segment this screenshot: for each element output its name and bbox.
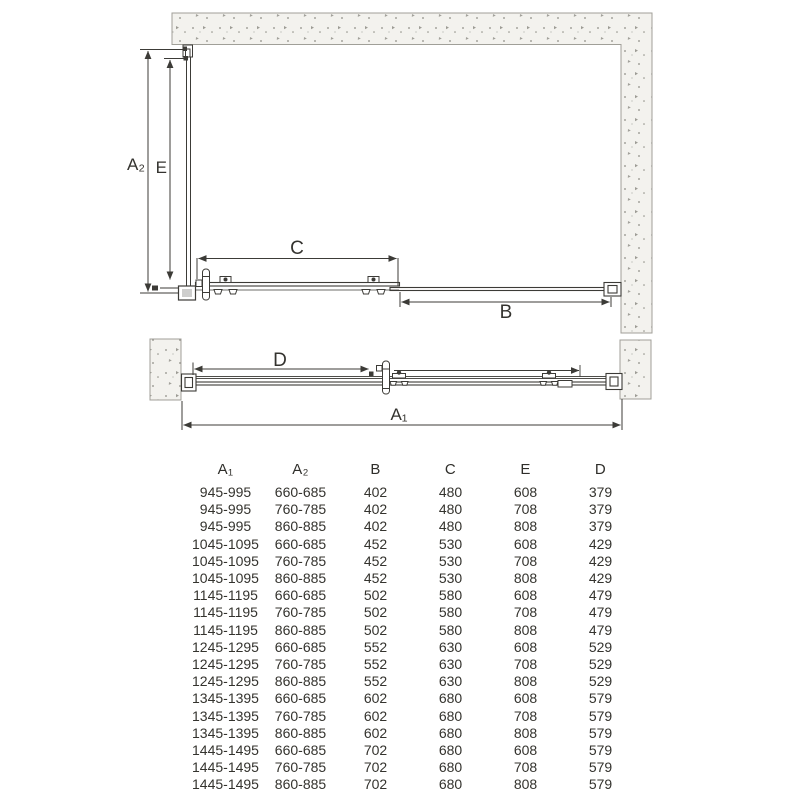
table-cell: 379	[588, 501, 613, 518]
table-cell: 379	[588, 484, 613, 500]
table-row	[188, 570, 638, 587]
table-cell: 608	[513, 535, 538, 552]
table-cell: 708	[513, 552, 538, 569]
table-row	[188, 690, 638, 707]
sliding-door-glass	[196, 283, 400, 291]
table-cell: 630	[438, 656, 463, 673]
roller-carriage	[362, 277, 385, 295]
wall-section-left	[150, 339, 181, 400]
table-cell: 760-785	[274, 501, 327, 518]
table-column-header: A₂	[292, 461, 309, 478]
table-row	[188, 518, 638, 535]
wall-profile-bracket	[604, 283, 621, 297]
table-cell: 580	[438, 621, 463, 638]
table-column-header: C	[444, 461, 457, 478]
table-cell: 580	[438, 587, 463, 604]
table-cell: 1245-1295	[192, 656, 259, 673]
roller-carriage	[390, 370, 408, 385]
table-cell: 602	[363, 724, 388, 741]
table-row	[188, 759, 638, 776]
table-body	[188, 484, 638, 794]
table-cell: 552	[363, 673, 388, 690]
table-row	[188, 604, 638, 621]
wall-profile-right	[606, 374, 622, 390]
table-cell: 860-885	[274, 776, 327, 793]
dimension-label-c: C	[290, 238, 304, 259]
table-cell: 580	[438, 604, 463, 621]
table-cell: 1445-1495	[192, 759, 259, 776]
table-cell: 808	[513, 518, 538, 535]
table-cell: 1445-1495	[192, 776, 259, 793]
table-cell: 702	[363, 742, 388, 759]
table-cell: 402	[363, 518, 388, 535]
table-cell: 552	[363, 638, 388, 655]
table-row	[188, 501, 638, 518]
table-cell: 680	[438, 690, 463, 707]
table-cell: 660-685	[274, 742, 327, 759]
dimension-label-e: E	[155, 158, 167, 177]
wall-section-right	[620, 340, 651, 399]
table-cell: 608	[513, 690, 538, 707]
table-cell: 479	[588, 604, 613, 621]
table-cell: 760-785	[274, 656, 327, 673]
table-cell: 760-785	[274, 759, 327, 776]
table-cell: 429	[588, 535, 613, 552]
door-handle-plan	[196, 269, 210, 300]
table-cell: 402	[363, 484, 388, 500]
dimensions-table	[188, 461, 638, 794]
table-column-header: A₁	[217, 461, 234, 478]
table-cell: 579	[588, 724, 613, 741]
table-cell: 1045-1095	[192, 552, 259, 569]
table-cell: 579	[588, 707, 613, 724]
table-cell: 529	[588, 638, 613, 655]
dimension-label-a2: A₂	[127, 155, 145, 174]
table-cell: 530	[438, 570, 463, 587]
table-cell: 579	[588, 742, 613, 759]
table-row	[188, 776, 638, 793]
table-cell: 529	[588, 656, 613, 673]
table-cell: 630	[438, 638, 463, 655]
table-column-header: B	[370, 461, 381, 478]
table-cell: 529	[588, 673, 613, 690]
table-cell: 708	[513, 759, 538, 776]
table-cell: 502	[363, 621, 388, 638]
table-cell: 708	[513, 707, 538, 724]
roller-carriage	[214, 277, 237, 295]
table-cell: 530	[438, 535, 463, 552]
dimension-e	[164, 56, 188, 280]
door-handle-section	[377, 361, 390, 394]
table-cell: 860-885	[274, 673, 327, 690]
table-cell: 945-995	[199, 484, 252, 500]
table-cell: 808	[513, 673, 538, 690]
table-cell: 808	[513, 570, 538, 587]
table-cell: 808	[513, 776, 538, 793]
table-cell: 608	[513, 484, 538, 500]
table-cell: 1245-1295	[192, 673, 259, 690]
table-cell: 1345-1395	[192, 690, 259, 707]
table-row	[188, 553, 638, 570]
table-cell: 479	[588, 621, 613, 638]
table-row	[188, 742, 638, 759]
table-cell: 808	[513, 724, 538, 741]
table-cell: 480	[438, 501, 463, 518]
table-cell: 429	[588, 570, 613, 587]
table-header-row	[188, 461, 638, 484]
table-cell: 808	[513, 621, 538, 638]
table-row	[188, 708, 638, 725]
table-cell: 630	[438, 673, 463, 690]
table-cell: 608	[513, 587, 538, 604]
wall-section-top-right	[172, 13, 652, 333]
table-cell: 552	[363, 656, 388, 673]
table-cell: 608	[513, 742, 538, 759]
table-cell: 1145-1195	[193, 604, 258, 621]
table-cell: 860-885	[274, 518, 327, 535]
table-cell: 429	[588, 552, 613, 569]
table-cell: 660-685	[274, 484, 327, 500]
table-cell: 1445-1495	[192, 742, 259, 759]
side-glass-panel	[183, 45, 193, 287]
table-cell: 680	[438, 759, 463, 776]
table-cell: 680	[438, 707, 463, 724]
table-cell: 480	[438, 484, 463, 500]
table-row	[188, 656, 638, 673]
table-cell: 1145-1195	[193, 621, 258, 638]
table-cell: 452	[363, 552, 388, 569]
fixed-glass-panel	[390, 288, 608, 291]
table-cell: 1345-1395	[192, 724, 259, 741]
table-cell: 760-785	[274, 604, 327, 621]
table-row	[188, 673, 638, 690]
table-cell: 945-995	[199, 501, 252, 518]
table-cell: 452	[363, 570, 388, 587]
dimension-label-a1: A₁	[390, 405, 408, 424]
table-cell: 860-885	[274, 570, 327, 587]
table-cell: 660-685	[274, 587, 327, 604]
table-cell: 702	[363, 759, 388, 776]
table-cell: 602	[363, 690, 388, 707]
table-column-header: D	[594, 461, 607, 478]
table-cell: 579	[588, 776, 613, 793]
table-cell: 530	[438, 552, 463, 569]
table-cell: 402	[363, 501, 388, 518]
table-cell: 680	[438, 724, 463, 741]
table-cell: 502	[363, 587, 388, 604]
table-cell: 860-885	[274, 621, 327, 638]
table-cell: 579	[588, 690, 613, 707]
table-cell: 379	[588, 518, 613, 535]
table-cell: 680	[438, 776, 463, 793]
table-row	[188, 622, 638, 639]
table-cell: 452	[363, 535, 388, 552]
table-cell: 502	[363, 604, 388, 621]
table-cell: 760-785	[274, 707, 327, 724]
table-cell: 579	[588, 759, 613, 776]
table-column-header: E	[520, 461, 531, 478]
table-cell: 660-685	[274, 638, 327, 655]
dimension-label-b: B	[499, 302, 513, 323]
table-cell: 1045-1095	[192, 570, 259, 587]
table-cell: 1345-1395	[192, 707, 259, 724]
table-cell: 1045-1095	[192, 535, 259, 552]
table-cell: 1245-1295	[192, 638, 259, 655]
table-cell: 680	[438, 742, 463, 759]
table-cell: 702	[363, 776, 388, 793]
table-cell: 708	[513, 604, 538, 621]
table-cell: 479	[588, 587, 613, 604]
table-cell: 945-995	[199, 518, 252, 535]
table-cell: 660-685	[274, 535, 327, 552]
wall-profile-left	[182, 374, 197, 391]
table-row	[188, 639, 638, 656]
table-cell: 760-785	[274, 552, 327, 569]
table-row	[188, 725, 638, 742]
table-row	[188, 484, 638, 501]
table-cell: 480	[438, 518, 463, 535]
dimension-label-d: D	[273, 350, 287, 371]
table-cell: 708	[513, 656, 538, 673]
table-cell: 608	[513, 638, 538, 655]
table-cell: 602	[363, 707, 388, 724]
table-cell: 860-885	[274, 724, 327, 741]
table-cell: 708	[513, 501, 538, 518]
table-row	[188, 536, 638, 553]
table-cell: 660-685	[274, 690, 327, 707]
table-cell: 1145-1195	[193, 587, 258, 604]
table-row	[188, 587, 638, 604]
